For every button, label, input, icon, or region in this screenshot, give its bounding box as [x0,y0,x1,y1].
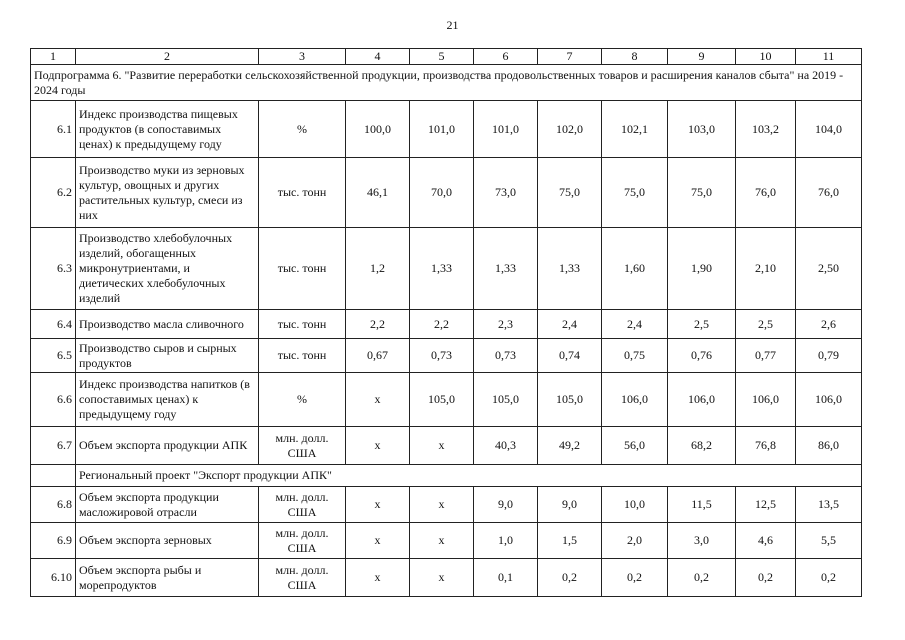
indicator-name: Производство муки из зерновых культур, овощных и других растительных культур, смеси из них [76,158,259,228]
value-cell: 2,2 [410,310,474,339]
value-cell: 0,73 [410,339,474,373]
value-cell: 0,2 [538,559,602,597]
unit-cell: млн. долл. США [259,427,346,465]
value-cell: 0,2 [736,559,796,597]
table-row [31,228,862,310]
row-index: 6.8 [31,487,76,523]
table-row [31,427,862,465]
value-cell: 0,74 [538,339,602,373]
table-row [31,310,862,339]
value-cell: 1,90 [668,228,736,310]
value-cell: x [346,427,410,465]
subprogram-title: Подпрограмма 6. "Развитие переработки сельскохозяйственной продукции, производства продовольственных товаров и расширения каналов сбыта" на 2019 - 2024 годы [31,65,862,101]
unit-cell: тыс. тонн [259,158,346,228]
value-cell: 106,0 [668,373,736,427]
page-number: 21 [446,18,459,32]
value-cell: x [346,487,410,523]
value-cell: 9,0 [474,487,538,523]
value-cell: 0,1 [474,559,538,597]
column-header: 9 [668,49,736,65]
value-cell: x [410,559,474,597]
value-cell: 2,10 [736,228,796,310]
column-header: 1 [31,49,76,65]
value-cell: 1,33 [474,228,538,310]
value-cell: x [410,487,474,523]
row-index: 6.5 [31,339,76,373]
value-cell: 0,2 [796,559,862,597]
row-index: 6.9 [31,523,76,559]
indicator-name: Объем экспорта продукции масложировой отрасли [76,487,259,523]
value-cell: 76,0 [736,158,796,228]
value-cell: 4,6 [736,523,796,559]
value-cell: 0,73 [474,339,538,373]
indicator-name: Объем экспорта продукции АПК [76,427,259,465]
value-cell: 2,4 [602,310,668,339]
value-cell: 3,0 [668,523,736,559]
value-cell: 106,0 [736,373,796,427]
value-cell: 100,0 [346,101,410,158]
unit-cell: млн. долл. США [259,559,346,597]
value-cell: 0,67 [346,339,410,373]
unit-cell: % [259,101,346,158]
value-cell: 102,0 [538,101,602,158]
value-cell: 56,0 [602,427,668,465]
column-header: 4 [346,49,410,65]
table-row [31,559,862,597]
unit-cell: тыс. тонн [259,228,346,310]
column-header: 10 [736,49,796,65]
value-cell: 12,5 [736,487,796,523]
value-cell: x [410,427,474,465]
indicator-name: Производство хлебобулочных изделий, обогащенных микронутриентами, и диетических хлебобулочных изделий [76,228,259,310]
value-cell: 0,77 [736,339,796,373]
column-header: 2 [76,49,259,65]
unit-cell: % [259,373,346,427]
column-header: 8 [602,49,668,65]
value-cell: 2,6 [796,310,862,339]
table-row [31,487,862,523]
value-cell: 49,2 [538,427,602,465]
value-cell: 105,0 [410,373,474,427]
value-cell: 13,5 [796,487,862,523]
value-cell: 9,0 [538,487,602,523]
indicator-name: Индекс производства напитков (в сопоставимых ценах) к предыдущему году [76,373,259,427]
value-cell: 40,3 [474,427,538,465]
value-cell: 2,0 [602,523,668,559]
value-cell: 2,5 [668,310,736,339]
table-row [31,339,862,373]
unit-cell: тыс. тонн [259,310,346,339]
value-cell: 1,60 [602,228,668,310]
value-cell: 2,2 [346,310,410,339]
table-row [31,523,862,559]
value-cell: 103,0 [668,101,736,158]
value-cell: 70,0 [410,158,474,228]
value-cell: 1,2 [346,228,410,310]
row-index: 6.4 [31,310,76,339]
column-number-row [31,49,862,65]
value-cell: 106,0 [602,373,668,427]
value-cell: 75,0 [538,158,602,228]
column-header: 5 [410,49,474,65]
unit-cell: млн. долл. США [259,523,346,559]
indicator-name: Производство масла сливочного [76,310,259,339]
value-cell: 101,0 [474,101,538,158]
value-cell: 46,1 [346,158,410,228]
unit-cell: тыс. тонн [259,339,346,373]
value-cell: 75,0 [602,158,668,228]
value-cell: 104,0 [796,101,862,158]
value-cell: x [346,523,410,559]
value-cell: 76,8 [736,427,796,465]
value-cell: 2,3 [474,310,538,339]
value-cell: 1,5 [538,523,602,559]
unit-cell: млн. долл. США [259,487,346,523]
value-cell: 101,0 [410,101,474,158]
indicator-name: Объем экспорта зерновых [76,523,259,559]
value-cell: 76,0 [796,158,862,228]
indicator-name: Объем экспорта рыбы и морепродуктов [76,559,259,597]
value-cell: 105,0 [538,373,602,427]
value-cell: 10,0 [602,487,668,523]
value-cell: 75,0 [668,158,736,228]
value-cell: x [346,559,410,597]
column-header: 7 [538,49,602,65]
regional-project-title: Региональный проект "Экспорт продукции АПК" [76,465,862,487]
value-cell: 106,0 [796,373,862,427]
value-cell: 0,76 [668,339,736,373]
row-index: 6.10 [31,559,76,597]
indicator-name: Индекс производства пищевых продуктов (в сопоставимых ценах) к предыдущему году [76,101,259,158]
regional-project-spacer [31,465,76,487]
row-index: 6.2 [31,158,76,228]
indicators-table [30,48,862,597]
value-cell: 102,1 [602,101,668,158]
value-cell: 105,0 [474,373,538,427]
value-cell: 2,50 [796,228,862,310]
value-cell: 1,33 [538,228,602,310]
column-header: 6 [474,49,538,65]
value-cell: 103,2 [736,101,796,158]
value-cell: 0,2 [602,559,668,597]
regional-project-row [31,465,862,487]
row-index: 6.1 [31,101,76,158]
column-header: 11 [796,49,862,65]
value-cell: 5,5 [796,523,862,559]
table-row [31,373,862,427]
value-cell: 0,2 [668,559,736,597]
value-cell: 11,5 [668,487,736,523]
value-cell: 1,0 [474,523,538,559]
value-cell: 0,79 [796,339,862,373]
row-index: 6.3 [31,228,76,310]
value-cell: 68,2 [668,427,736,465]
column-header: 3 [259,49,346,65]
indicator-name: Производство сыров и сырных продуктов [76,339,259,373]
value-cell: x [346,373,410,427]
table-row [31,158,862,228]
value-cell: 73,0 [474,158,538,228]
row-index: 6.7 [31,427,76,465]
value-cell: 2,5 [736,310,796,339]
value-cell: 1,33 [410,228,474,310]
value-cell: 0,75 [602,339,668,373]
value-cell: x [410,523,474,559]
subprogram-row [31,65,862,101]
table-row [31,101,862,158]
value-cell: 2,4 [538,310,602,339]
row-index: 6.6 [31,373,76,427]
value-cell: 86,0 [796,427,862,465]
